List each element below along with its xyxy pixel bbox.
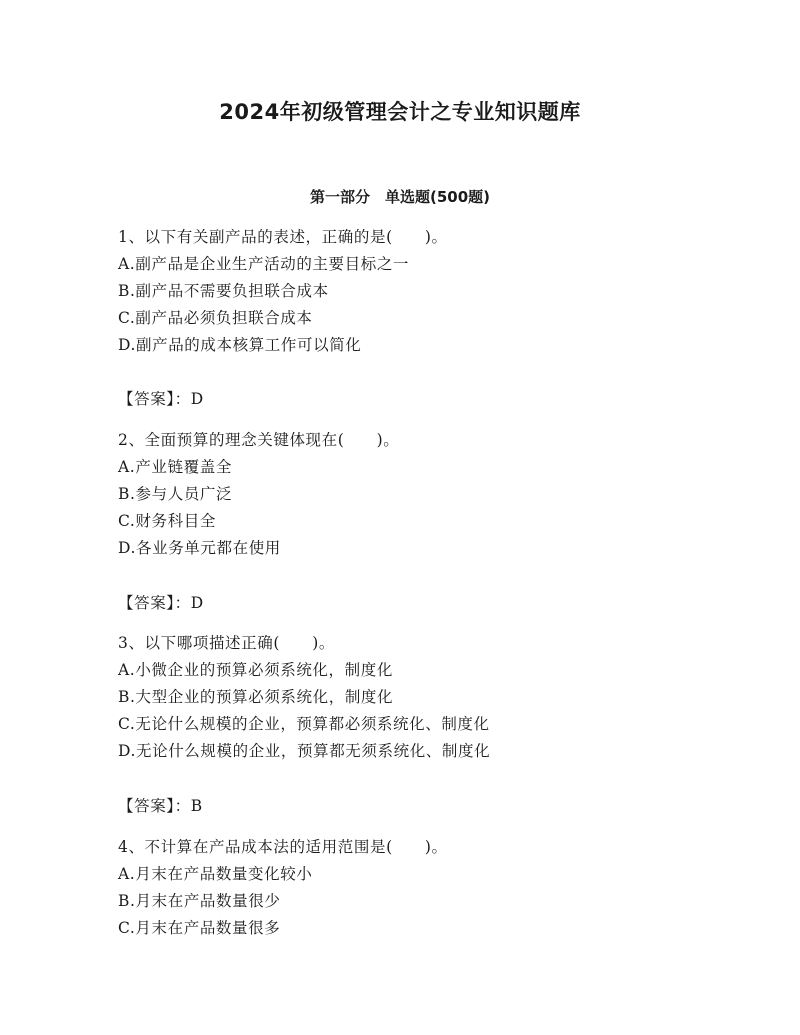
question-4-stem: 4、不计算在产品成本法的适用范围是( )。 <box>118 838 448 856</box>
question-3-option-b: B.大型企业的预算必须系统化，制度化 <box>118 688 394 706</box>
question-1-option-c: C.副产品必须负担联合成本 <box>118 309 313 327</box>
section-title: 第一部分 单选题(500题) <box>309 188 491 206</box>
question-1-option-b: B.副产品不需要负担联合成本 <box>118 282 329 300</box>
question-3-stem: 3、以下哪项描述正确( )。 <box>118 634 335 652</box>
question-3-option-a: A.小微企业的预算必须系统化，制度化 <box>118 661 393 679</box>
question-4-option-b: B.月末在产品数量很少 <box>118 892 281 910</box>
question-2-option-c: C.财务科目全 <box>118 512 216 530</box>
question-4-option-c: C.月末在产品数量很多 <box>118 919 281 937</box>
question-2-answer: 【答案】：D <box>118 594 204 612</box>
question-4-option-a: A.月末在产品数量变化较小 <box>118 865 313 883</box>
question-1-option-a: A.副产品是企业生产活动的主要目标之一 <box>118 255 410 273</box>
question-1-stem: 1、以下有关副产品的表述，正确的是( )。 <box>118 228 448 246</box>
question-3-answer: 【答案】：B <box>118 797 203 815</box>
question-1-option-d: D.副产品的成本核算工作可以简化 <box>118 336 362 354</box>
question-3-option-d: D.无论什么规模的企业，预算都无须系统化、制度化 <box>118 742 491 760</box>
question-2-option-a: A.产业链覆盖全 <box>118 458 232 476</box>
question-2-option-d: D.各业务单元都在使用 <box>118 539 281 557</box>
question-2-stem: 2、全面预算的理念关键体现在( )。 <box>118 431 400 449</box>
question-3-option-c: C.无论什么规模的企业，预算都必须系统化、制度化 <box>118 715 490 733</box>
question-2-option-b: B.参与人员广泛 <box>118 485 233 503</box>
document-title: 2024年初级管理会计之专业知识题库 <box>219 100 581 124</box>
question-1-answer: 【答案】：D <box>118 390 204 408</box>
